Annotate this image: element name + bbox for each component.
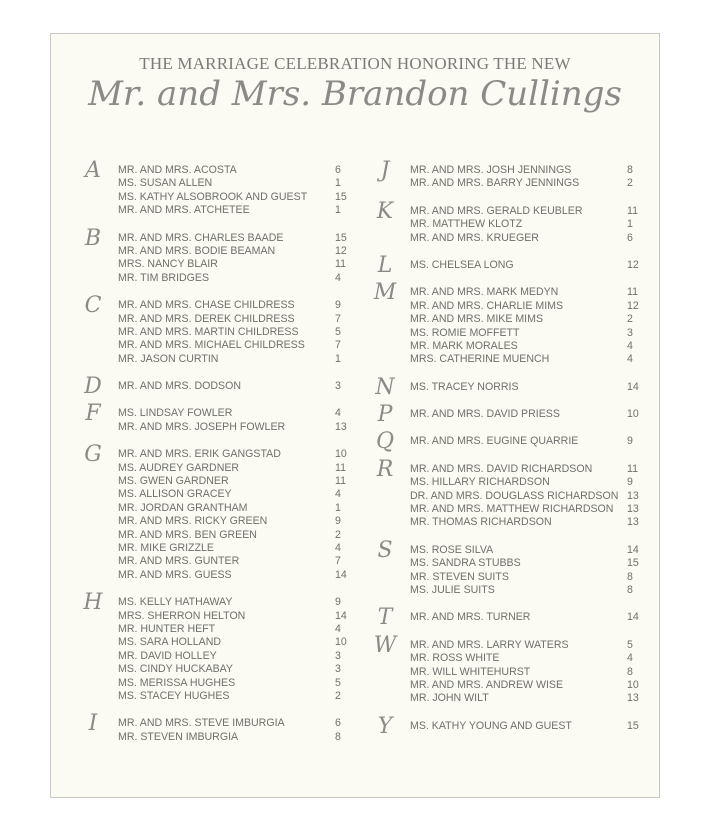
guest-row — [365, 164, 645, 177]
section-letter: F — [85, 401, 101, 427]
letter-group-l — [365, 252, 645, 278]
letter-group-c — [73, 293, 353, 366]
table-number: 4 — [335, 407, 341, 420]
table-number: 4 — [627, 339, 633, 352]
guest-row — [73, 421, 353, 434]
table-number: 2 — [335, 528, 341, 541]
guest-row — [365, 720, 645, 733]
section-letter: T — [377, 605, 393, 631]
letter-group-h — [73, 590, 353, 703]
guest-row — [365, 490, 645, 503]
guest-row — [73, 191, 353, 204]
guest-name: MR. AND MRS. STEVE IMBURGIA — [118, 717, 285, 730]
guest-name: MS. SARA HOLLAND — [118, 636, 222, 649]
table-number: 5 — [335, 325, 341, 338]
guest-row — [365, 463, 645, 476]
guest-row — [73, 164, 353, 177]
section-letter: Y — [377, 713, 393, 739]
table-number: 1 — [335, 501, 341, 514]
guest-row — [365, 692, 645, 705]
letter-group-s — [365, 537, 645, 598]
table-number: 9 — [627, 476, 633, 489]
guest-row — [73, 596, 353, 609]
guest-name: MS. TRACEY NORRIS — [410, 380, 519, 393]
guest-row — [365, 639, 645, 652]
guest-row — [365, 435, 645, 448]
guest-row — [73, 677, 353, 690]
table-number: 15 — [627, 557, 639, 570]
table-number: 3 — [335, 649, 341, 662]
guest-name: MS. AUDREY GARDNER — [118, 461, 240, 474]
table-number: 15 — [335, 231, 347, 244]
guest-name: MS. MERISSA HUGHES — [118, 676, 236, 689]
section-letter: S — [377, 537, 393, 563]
guest-name: MR. STEVEN SUITS — [410, 570, 509, 583]
guest-name: MS. CINDY HUCKABAY — [118, 663, 233, 676]
letter-group-b — [73, 225, 353, 286]
guest-row — [73, 339, 353, 352]
guest-name: MS. ROMIE MOFFETT — [410, 326, 520, 339]
guest-name: MR. AND MRS. DEREK CHILDRESS — [118, 312, 295, 325]
couple-name: Mr. and Mrs. Brandon Cullings — [88, 74, 622, 114]
guest-row — [73, 313, 353, 326]
guest-row — [73, 245, 353, 258]
table-number: 5 — [627, 638, 633, 651]
letter-group-y — [365, 713, 645, 739]
section-letter: N — [375, 374, 395, 400]
guest-row — [365, 300, 645, 313]
guest-name: MS. HILLARY RICHARDSON — [410, 476, 550, 489]
guest-row — [73, 515, 353, 528]
table-number: 3 — [627, 326, 633, 339]
guest-name: MR. AND MRS. DAVID PRIESS — [410, 408, 560, 421]
letter-group-i — [73, 711, 353, 744]
table-number: 14 — [335, 568, 347, 581]
table-number: 13 — [627, 489, 639, 502]
guest-row — [365, 313, 645, 326]
section-letter: L — [377, 252, 393, 278]
guest-row — [73, 650, 353, 663]
table-number: 11 — [627, 286, 638, 299]
section-letter: J — [380, 158, 390, 183]
table-number: 2 — [627, 313, 633, 326]
table-number: 12 — [335, 244, 347, 257]
guest-row — [73, 717, 353, 730]
guest-name: MS. ROSE SILVA — [410, 543, 494, 556]
table-number: 10 — [335, 448, 347, 461]
guest-row — [73, 488, 353, 501]
guest-row — [365, 544, 645, 557]
guest-row — [73, 448, 353, 461]
guest-name: MR. DAVID HOLLEY — [118, 649, 217, 662]
section-letter: H — [83, 590, 103, 616]
guest-name: MR. ROSS WHITE — [410, 652, 500, 665]
guest-name: MR. JOHN WILT — [410, 692, 489, 705]
table-number: 14 — [627, 611, 639, 624]
guest-name: MS. CHELSEA LONG — [410, 258, 514, 271]
table-number: 8 — [627, 164, 633, 176]
seating-chart-card — [50, 33, 660, 798]
table-number: 12 — [627, 258, 639, 271]
guest-name: DR. AND MRS. DOUGLASS RICHARDSON — [410, 489, 619, 502]
guest-row — [73, 258, 353, 271]
table-number: 7 — [335, 312, 341, 325]
letter-group-n — [365, 374, 645, 400]
guest-row — [365, 516, 645, 529]
table-number: 15 — [627, 719, 639, 732]
guest-name: MS. JULIE SUITS — [410, 583, 495, 596]
guest-name: MR. TIM BRIDGES — [118, 271, 210, 284]
guest-row — [365, 652, 645, 665]
guest-row — [73, 542, 353, 555]
section-letter: I — [88, 711, 98, 737]
guest-name: MR. MATTHEW KLOTZ — [410, 218, 523, 231]
guest-name: MR. AND MRS. GUNTER — [118, 555, 240, 568]
guest-row — [365, 679, 645, 692]
guest-row — [365, 381, 645, 394]
table-number: 1 — [627, 218, 633, 231]
guest-row — [73, 731, 353, 744]
guest-row — [365, 340, 645, 353]
guest-name: MR. MARK MORALES — [410, 339, 518, 352]
guest-name: MR. AND MRS. MARK MEDYN — [410, 286, 559, 299]
guest-name: MR. AND MRS. MARTIN CHILDRESS — [118, 325, 299, 338]
guest-name: MRS. SHERRON HELTON — [118, 609, 246, 622]
table-number: 4 — [335, 541, 341, 554]
table-number: 11 — [627, 204, 638, 217]
guest-name: MR. JASON CURTIN — [118, 352, 219, 365]
guest-name: MR. AND MRS. GUESS — [118, 568, 232, 581]
guest-name: MRS. NANCY BLAIR — [118, 258, 218, 271]
guest-row — [73, 272, 353, 285]
table-number: 3 — [335, 380, 341, 393]
section-letter: A — [85, 158, 101, 183]
table-number: 4 — [627, 353, 633, 366]
table-number: 2 — [335, 689, 341, 702]
letter-group-g — [73, 442, 353, 582]
guest-name: MRS. CATHERINE MUENCH — [410, 353, 550, 366]
guest-name: MR. AND MRS. MIKE MIMS — [410, 313, 544, 326]
guest-row — [73, 636, 353, 649]
guest-row — [365, 218, 645, 231]
guest-row — [73, 380, 353, 393]
table-number: 11 — [335, 461, 346, 474]
guest-name: MS. ALLISON GRACEY — [118, 488, 232, 501]
guest-name: MR. AND MRS. ATCHETEE — [118, 204, 250, 217]
guest-name: MR. AND MRS. DAVID RICHARDSON — [410, 462, 593, 475]
guest-row — [73, 475, 353, 488]
guest-row — [365, 476, 645, 489]
guest-name: MR. AND MRS. GERALD KEUBLER — [410, 204, 583, 217]
guest-row — [73, 177, 353, 190]
guest-row — [73, 353, 353, 366]
table-number: 9 — [335, 596, 341, 609]
letter-group-j — [365, 158, 645, 191]
letter-group-w — [365, 632, 645, 706]
section-letter: M — [373, 280, 397, 306]
letter-group-r — [365, 456, 645, 530]
table-number: 4 — [627, 652, 633, 665]
guest-name: MR. AND MRS. MICHAEL CHILDRESS — [118, 339, 305, 352]
guest-row — [365, 611, 645, 624]
guest-name: MR. AND MRS. KRUEGER — [410, 231, 539, 244]
guest-name: MR. AND MRS. JOSEPH FOWLER — [118, 420, 286, 433]
table-number: 3 — [335, 663, 341, 676]
table-number: 15 — [335, 190, 347, 203]
table-number: 1 — [335, 352, 341, 365]
guest-name: MR. AND MRS. MATTHEW RICHARDSON — [410, 503, 614, 516]
section-letter: P — [377, 402, 393, 428]
table-number: 8 — [335, 730, 341, 743]
guest-row — [73, 462, 353, 475]
guest-name: MR. AND MRS. CHARLES BAADE — [118, 231, 284, 244]
letter-group-a — [73, 158, 353, 218]
table-number: 1 — [335, 204, 341, 217]
guest-row — [365, 353, 645, 366]
letter-group-p — [365, 402, 645, 428]
guest-row — [365, 584, 645, 597]
guest-row — [365, 205, 645, 218]
guest-name: MR. AND MRS. TURNER — [410, 611, 531, 624]
guest-name: MS. KELLY HATHAWAY — [118, 596, 233, 609]
guest-name: MR. AND MRS. RICKY GREEN — [118, 515, 268, 528]
section-letter: K — [376, 198, 394, 224]
guest-row — [73, 502, 353, 515]
guest-name: MR. AND MRS. DODSON — [118, 380, 242, 393]
table-number: 6 — [335, 717, 341, 730]
guest-row — [365, 503, 645, 516]
table-number: 11 — [627, 462, 638, 475]
table-number: 14 — [627, 380, 639, 393]
guest-name: MR. THOMAS RICHARDSON — [410, 516, 552, 529]
letter-group-k — [365, 198, 645, 245]
guest-name: MS. SANDRA STUBBS — [410, 557, 521, 570]
table-number: 4 — [335, 271, 341, 284]
table-number: 10 — [335, 636, 347, 649]
table-number: 1 — [335, 177, 341, 190]
guest-name: MR. AND MRS. BARRY JENNINGS — [410, 177, 580, 190]
section-letter: G — [84, 442, 102, 468]
guest-name: MR. MIKE GRIZZLE — [118, 541, 214, 554]
guest-row — [365, 286, 645, 299]
guest-name: MR. WILL WHITEHURST — [410, 665, 531, 678]
guest-name: MR. AND MRS. ANDREW WISE — [410, 678, 564, 691]
guest-name: MR. AND MRS. JOSH JENNINGS — [410, 164, 572, 176]
section-letter: R — [376, 456, 394, 482]
guest-row — [73, 326, 353, 339]
letter-group-m — [365, 280, 645, 366]
guest-row — [365, 408, 645, 421]
guest-name: MS. GWEN GARDNER — [118, 475, 229, 488]
guest-row — [73, 204, 353, 217]
guest-name: MR. AND MRS. BODIE BEAMAN — [118, 244, 276, 257]
guest-name: MR. HUNTER HEFT — [118, 622, 216, 635]
table-number: 14 — [335, 609, 347, 622]
table-number: 13 — [627, 516, 639, 529]
table-number: 8 — [627, 583, 633, 596]
letter-group-t — [365, 605, 645, 631]
guest-row — [365, 571, 645, 584]
guest-name: MR. AND MRS. BEN GREEN — [118, 528, 257, 541]
section-letter: W — [373, 632, 397, 658]
table-number: 7 — [335, 555, 341, 568]
table-number: 6 — [335, 164, 341, 176]
section-letter: Q — [375, 429, 395, 455]
guest-name: MS. KATHY YOUNG AND GUEST — [410, 719, 572, 732]
table-number: 12 — [627, 299, 639, 312]
guest-row — [73, 232, 353, 245]
guest-name: MR. AND MRS. EUGINE QUARRIE — [410, 435, 579, 448]
table-number: 8 — [627, 570, 633, 583]
guest-row — [365, 232, 645, 245]
header-line: THE MARRIAGE CELEBRATION HONORING THE NEW — [139, 54, 571, 73]
table-number: 13 — [335, 420, 347, 433]
guest-row — [365, 177, 645, 190]
guest-name: MS. KATHY ALSOBROOK AND GUEST — [118, 190, 308, 203]
guest-row — [73, 555, 353, 568]
guest-name: MR. AND MRS. ERIK GANGSTAD — [118, 448, 281, 461]
section-letter: B — [84, 225, 102, 251]
table-number: 13 — [627, 692, 639, 705]
guest-name: MR. AND MRS. CHARLIE MIMS — [410, 299, 564, 312]
guest-row — [73, 569, 353, 582]
guest-name: MR. JORDAN GRANTHAM — [118, 501, 248, 514]
guest-row — [365, 666, 645, 679]
section-letter: D — [84, 374, 102, 400]
guest-row — [73, 610, 353, 623]
guest-row — [73, 299, 353, 312]
table-number: 9 — [335, 515, 341, 528]
guest-row — [73, 407, 353, 420]
table-number: 7 — [335, 339, 341, 352]
guest-name: MR. STEVEN IMBURGIA — [118, 730, 239, 743]
guest-name: MS. SUSAN ALLEN — [118, 177, 213, 190]
left-column — [73, 158, 353, 758]
table-number: 5 — [335, 676, 341, 689]
table-number: 11 — [335, 258, 346, 271]
table-number: 9 — [335, 299, 341, 312]
table-number: 14 — [627, 543, 639, 556]
table-number: 11 — [335, 475, 346, 488]
right-column — [365, 158, 645, 747]
guest-row — [73, 690, 353, 703]
table-number: 2 — [627, 177, 633, 190]
table-number: 10 — [627, 678, 639, 691]
guest-row — [73, 663, 353, 676]
guest-row — [73, 623, 353, 636]
table-number: 8 — [627, 665, 633, 678]
letter-group-d — [73, 374, 353, 400]
letter-group-q — [365, 429, 645, 455]
guest-name: MS. STACEY HUGHES — [118, 689, 230, 702]
guest-row — [73, 529, 353, 542]
section-letter: C — [84, 293, 102, 319]
table-number: 10 — [627, 408, 639, 421]
guest-row — [365, 557, 645, 570]
table-number: 4 — [335, 488, 341, 501]
table-number: 6 — [627, 231, 633, 244]
guest-name: MS. LINDSAY FOWLER — [118, 407, 233, 420]
table-number: 13 — [627, 503, 639, 516]
guest-row — [365, 327, 645, 340]
guest-name: MR. AND MRS. CHASE CHILDRESS — [118, 299, 295, 312]
guest-row — [365, 259, 645, 272]
guest-name: MR. AND MRS. LARRY WATERS — [410, 638, 569, 651]
table-number: 9 — [627, 435, 633, 448]
guest-name: MR. AND MRS. ACOSTA — [118, 164, 237, 176]
letter-group-f — [73, 401, 353, 434]
table-number: 4 — [335, 622, 341, 635]
